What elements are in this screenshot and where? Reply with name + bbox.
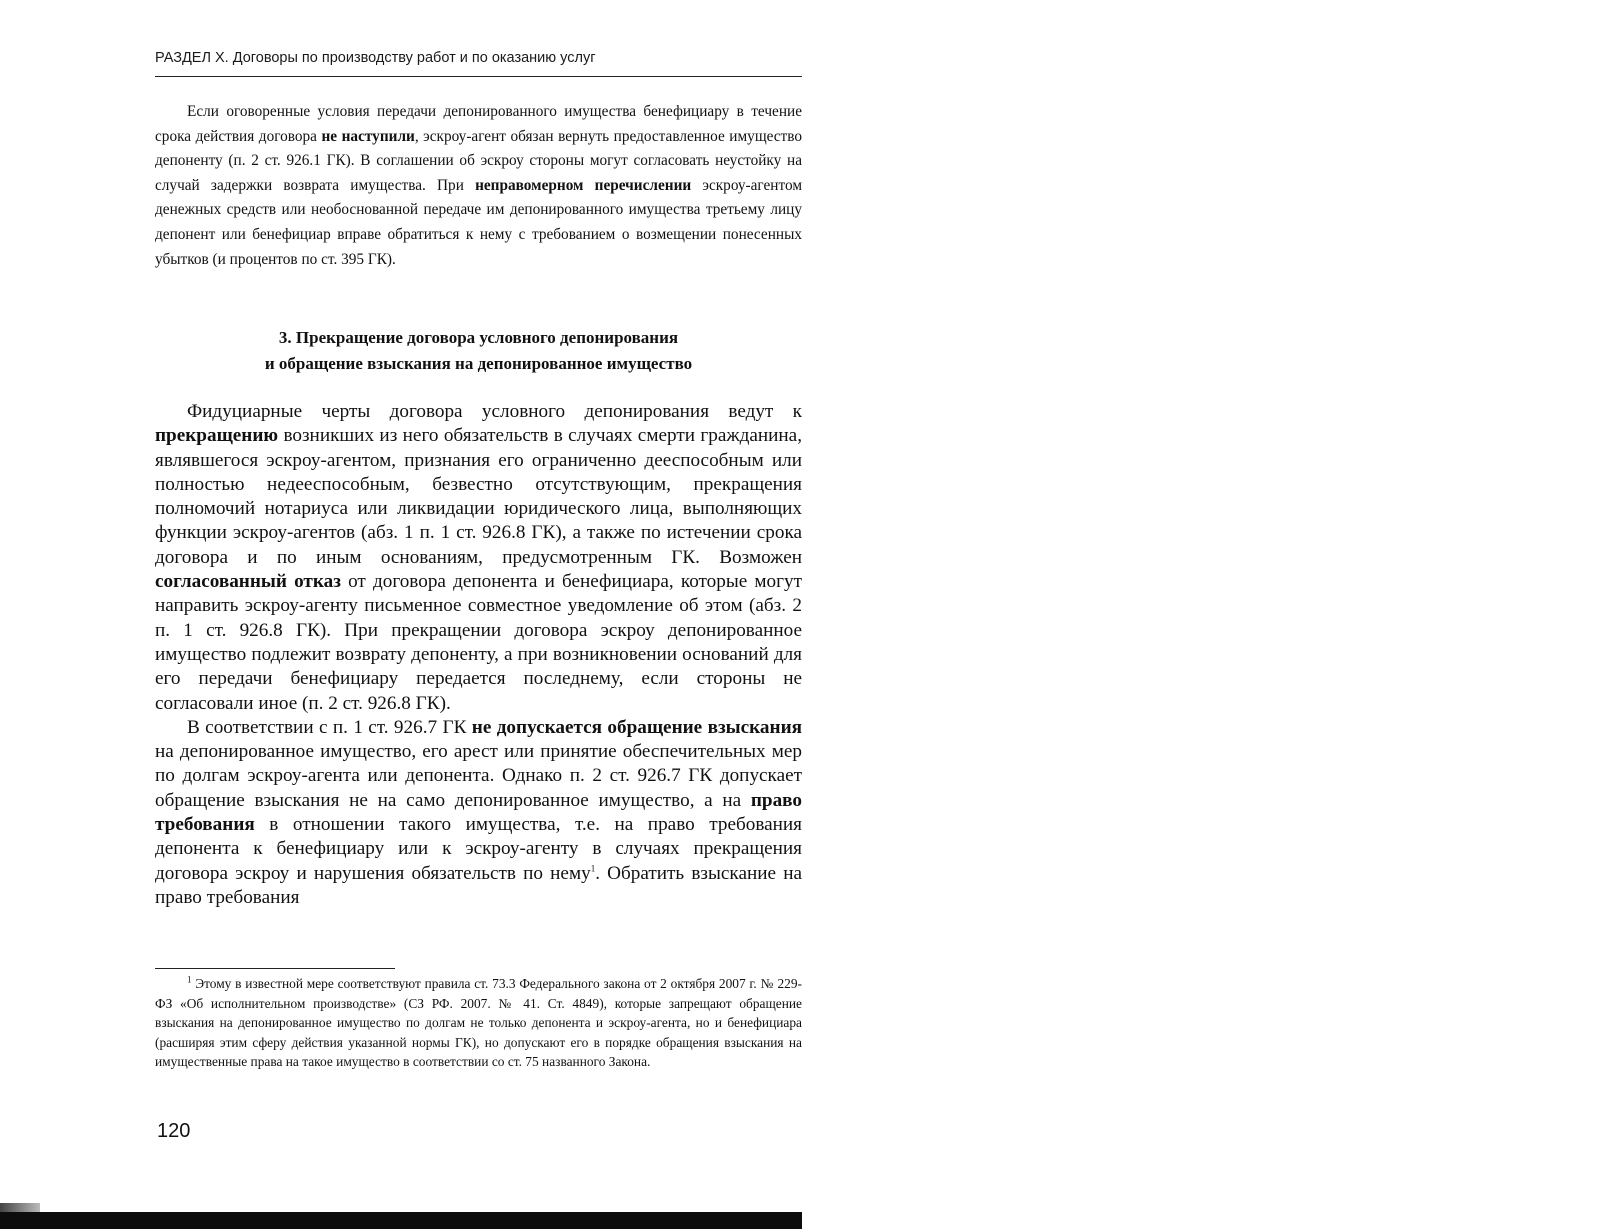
footnote-reference: 1	[590, 863, 596, 874]
section-title	[155, 325, 802, 377]
text-span: Если оговоренные условия передачи депонированного имущества бенефициару в течение срока действия договора	[155, 103, 802, 145]
text-span: в отношении такого имущества, т.е. на право требования депонента к бенефициару или к эскроу-агенту в случаях прекращения договора эскроу и нарушения обязательств по нему	[155, 814, 802, 884]
text-span: эскроу-агентом денежных средств или необоснованной передаче им депонированного имущества третьему лицу депонент или бенефициар вправе обратиться к нему с требованием о возмещении понесенных убытков (и процентов по ст. 395 ГК).	[155, 176, 802, 268]
scan-bottom-border	[0, 1212, 802, 1229]
bold-term: не наступили	[321, 127, 415, 145]
running-head: РАЗДЕЛ X. Договоры по производству работ и по оказанию услуг	[155, 50, 596, 66]
main-body	[155, 400, 802, 910]
footnote-rule	[155, 968, 395, 969]
footnote	[155, 974, 802, 1072]
scan-edge-shadow	[0, 1203, 40, 1212]
footnote-text: Этому в известной мере соответствуют правила ст. 73.3 Федерального закона от 2 октября 2007 г. № 229-ФЗ «Об исполнительном производстве» (СЗ РФ. 2007. № 41. Ст. 4849), которые запрещают обращение взыскания на депонированное имущество по долгам не только депонента и эскроу-агента, но и бенефициара (расширяя этим сферу действия указанной нормы ГК), но допускают его в порядке обращения взыскания на имущественные права на такое имущество в соответствии со ст. 75 названного Закона.	[155, 976, 802, 1070]
bold-term: право требования	[155, 789, 802, 836]
text-span: , эскроу-агент обязан вернуть предоставленное имущество депоненту (п. 2 ст. 926.1 ГК). В соглашении об эскроу стороны могут согласовать неустойку на случай задержки возврата имущества. При	[155, 127, 803, 194]
section-title-line-2: и обращение взыскания на депонированное имущество	[264, 354, 693, 373]
section-title-line-1: 3. Прекращение договора условного депонирования	[278, 328, 679, 347]
text-span: В соответствии с п. 1 ст. 926.7 ГК	[187, 716, 472, 738]
page-number: 120	[157, 1120, 191, 1142]
text-span: возникших из него обязательств в случаях смерти гражданина, являвшегося эскроу-агентом, признания его ограниченно дееспособным или полностью недееспособным, безвестно отсутствующим, прекращения полномочий нотариуса или ликвидации юридического лица, выполняющих функции эскроу-агентов (абз. 1 п. 1 ст. 926.8 ГК), а также по истечении срока договора и по иным основаниям, предусмотренным ГК. Возможен	[155, 425, 802, 568]
bold-term: прекращению	[155, 425, 279, 447]
paragraph-recovery	[155, 716, 802, 910]
footnote-marker: 1	[187, 974, 192, 985]
paragraph-termination	[155, 400, 802, 716]
text-span: на депонированное имущество, его арест или принятие обеспечительных мер по долгам эскроу-агента или депонента. Однако п. 2 ст. 926.7 ГК допускает обращение взыскания не на само депонированное имущество, а на	[155, 741, 802, 811]
header-rule	[155, 76, 802, 77]
bold-term: согласованный отказ	[155, 571, 341, 593]
paragraph-return-of-property	[155, 100, 802, 272]
text-span: от договора депонента и бенефициара, которые могут направить эскроу-агенту письменное совместное уведомление об этом (абз. 2 п. 1 ст. 926.8 ГК). При прекращении договора эскроу депонированное имущество подлежит возврату депоненту, а при возникновении оснований для его передачи бенефициару передается последнему, если стороны не согласовали иное (п. 2 ст. 926.8 ГК).	[155, 571, 802, 714]
bold-term: не допускается обращение взыскания	[471, 716, 802, 738]
bold-term: неправомерном перечислении	[475, 176, 692, 194]
text-span: . Обратить взыскание на право требования	[155, 862, 802, 908]
text-span: Фидуциарные черты договора условного депонирования ведут к	[187, 401, 802, 422]
